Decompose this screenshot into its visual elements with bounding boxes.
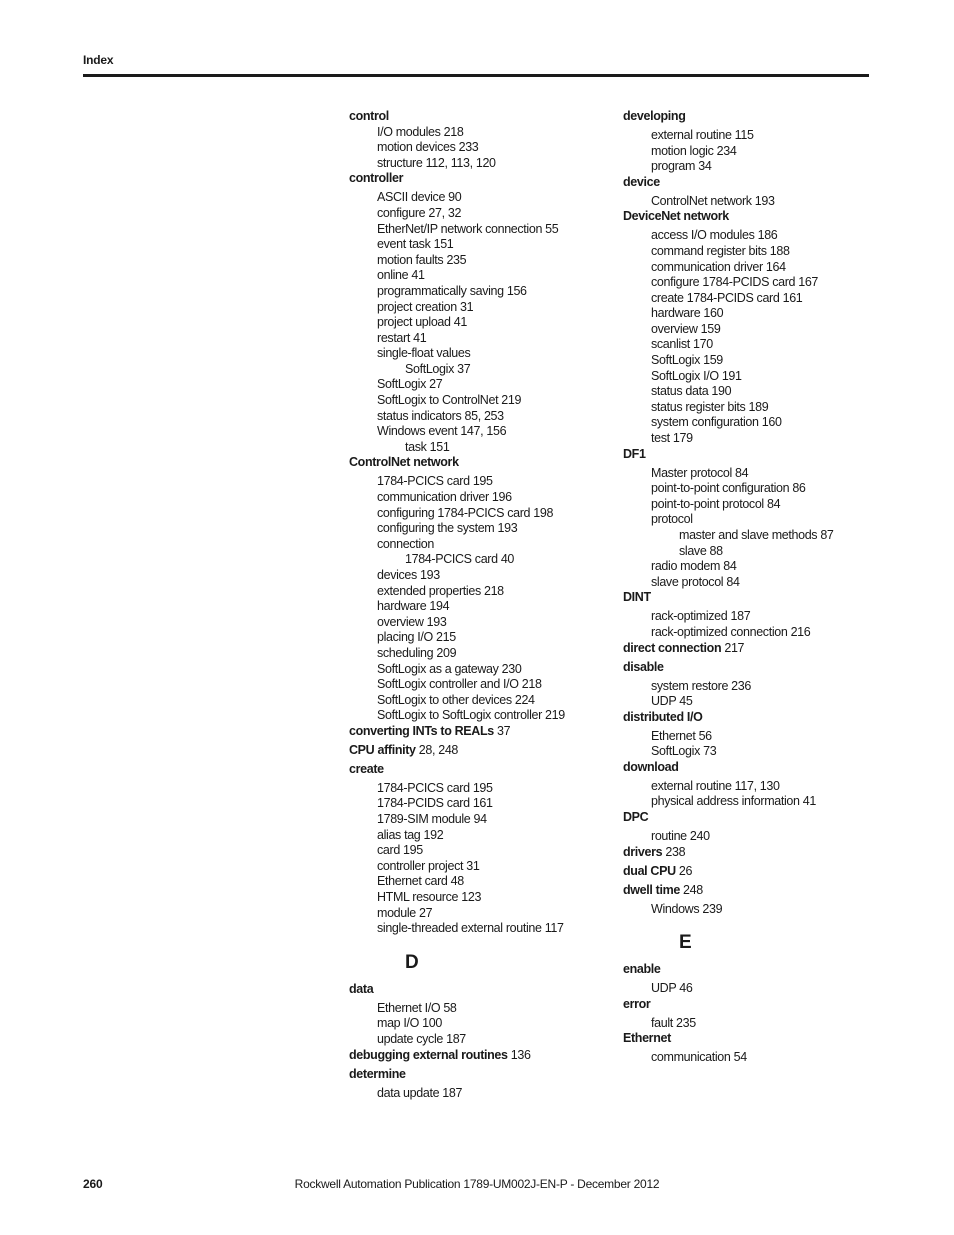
index-subentry: routine 240 <box>651 829 710 844</box>
index-subentry: SoftLogix 159 <box>651 353 723 368</box>
index-subentry: EtherNet/IP network connection 55 <box>377 221 559 236</box>
index-subentry: status register bits 189 <box>651 399 769 414</box>
index-subentry: Ethernet 56 <box>651 728 712 743</box>
index-subentry: event task 151 <box>377 237 454 252</box>
index-subentry: hardware 194 <box>377 599 450 614</box>
index-subentry: Master protocol 84 <box>651 465 749 480</box>
index-subentry: SoftLogix 27 <box>377 377 443 392</box>
index-subentry: program 34 <box>651 159 712 174</box>
index-subentry: communication 54 <box>651 1050 747 1065</box>
index-subentry: HTML resource 123 <box>377 890 482 905</box>
index-subentry: overview 193 <box>377 614 447 629</box>
index-subentry: online 41 <box>377 268 425 283</box>
index-column-right <box>623 109 885 1066</box>
index-subentry: SoftLogix controller and I/O 218 <box>377 677 542 692</box>
index-subentry: project creation 31 <box>377 299 474 314</box>
index-subentry: rack-optimized connection 216 <box>651 624 811 639</box>
index-entry-error: error <box>623 996 651 1011</box>
index-entry-dual-cpu: dual CPU 26 <box>623 863 693 878</box>
index-subentry: communication driver 196 <box>377 490 512 505</box>
index-subentry: SoftLogix 73 <box>651 744 717 759</box>
index-subentry: motion devices 233 <box>377 140 479 155</box>
index-subentry: configuring the system 193 <box>377 521 518 536</box>
index-entry-direct-connection: direct connection 217 <box>623 640 745 655</box>
index-subentry: alias tag 192 <box>377 827 444 842</box>
index-subentry: configure 1784-PCIDS card 167 <box>651 275 819 290</box>
index-subentry: protocol <box>651 512 693 527</box>
index-entry-drivers: drivers 238 <box>623 844 686 859</box>
header-divider <box>83 74 869 77</box>
index-subentry: 1784-PCICS card 195 <box>377 474 493 489</box>
index-subentry: SoftLogix to other devices 224 <box>377 692 535 707</box>
index-subentry: single-threaded external routine 117 <box>377 921 564 936</box>
index-subentry: configure 27, 32 <box>377 205 462 220</box>
index-entry-df1: DF1 <box>623 446 646 461</box>
index-subentry: module 27 <box>377 905 433 920</box>
index-subentry: external routine 117, 130 <box>651 778 780 793</box>
index-letter-heading: D <box>405 951 419 973</box>
index-subsubentry: SoftLogix 37 <box>405 361 471 376</box>
index-subentry: restart 41 <box>377 330 427 345</box>
index-subentry: structure 112, 113, 120 <box>377 155 496 170</box>
index-subentry: status data 190 <box>651 384 732 399</box>
index-subentry: physical address information 41 <box>651 794 816 809</box>
index-subsubentry: slave 88 <box>679 543 723 558</box>
index-subsubentry: 1784-PCICS card 40 <box>405 552 515 567</box>
index-subentry: motion faults 235 <box>377 252 467 267</box>
index-subentry: system configuration 160 <box>651 415 782 430</box>
index-subentry: 1784-PCIDS card 161 <box>377 796 493 811</box>
index-entry-distributed-io: distributed I/O <box>623 709 703 724</box>
index-entry-controller: controller <box>349 171 404 186</box>
index-subentry: rack-optimized 187 <box>651 609 751 624</box>
index-subentry: SoftLogix I/O 191 <box>651 368 742 383</box>
index-entry-device: device <box>623 174 660 189</box>
index-subentry: programmatically saving 156 <box>377 283 527 298</box>
index-subentry: test 179 <box>651 431 693 446</box>
index-subentry: extended properties 218 <box>377 583 504 598</box>
index-column-left <box>349 109 611 1101</box>
index-subsubentry: task 151 <box>405 439 450 454</box>
index-subentry: 1784-PCICS card 195 <box>377 780 493 795</box>
index-subentry: SoftLogix to ControlNet 219 <box>377 393 522 408</box>
index-subentry: card 195 <box>377 843 423 858</box>
index-subentry: devices 193 <box>377 568 440 582</box>
index-subentry: status indicators 85, 253 <box>377 408 504 423</box>
index-subentry: Ethernet I/O 58 <box>377 1000 457 1015</box>
index-subentry: Windows 239 <box>651 901 723 916</box>
index-subentry: command register bits 188 <box>651 243 790 258</box>
index-entry-control: control <box>349 109 389 123</box>
index-entry-enable: enable <box>623 962 661 977</box>
index-subentry: update cycle 187 <box>377 1032 466 1046</box>
index-subentry: SoftLogix as a gateway 230 <box>377 661 522 676</box>
index-subentry: communication driver 164 <box>651 259 786 274</box>
index-subentry: fault 235 <box>651 1015 696 1030</box>
index-subentry: point-to-point protocol 84 <box>651 496 781 511</box>
index-subentry: point-to-point configuration 86 <box>651 481 806 496</box>
index-entry-dwell-time: dwell time 248 <box>623 882 703 897</box>
index-subentry: system restore 236 <box>651 678 751 693</box>
index-subentry: radio modem 84 <box>651 559 737 574</box>
index-subsubentry: master and slave methods 87 <box>679 528 834 542</box>
index-subentry: Ethernet card 48 <box>377 874 464 889</box>
index-subentry: external routine 115 <box>651 127 754 142</box>
footer-page-number: 260 <box>83 1177 103 1191</box>
index-subentry: I/O modules 218 <box>377 124 464 139</box>
index-subentry: single-float values <box>377 346 471 361</box>
index-subentry: motion logic 234 <box>651 143 737 158</box>
index-entry-devicenet-network: DeviceNet network <box>623 209 729 224</box>
index-entry-data: data <box>349 981 374 996</box>
index-subentry: project upload 41 <box>377 315 467 330</box>
index-entry-converting: converting INTs to REALs 37 <box>349 723 511 738</box>
index-subentry: 1789-SIM module 94 <box>377 812 487 827</box>
index-entry-create: create <box>349 761 384 776</box>
index-subentry: access I/O modules 186 <box>651 228 778 243</box>
index-entry-controlnet-network: ControlNet network <box>349 455 459 470</box>
index-subentry: placing I/O 215 <box>377 630 456 645</box>
index-subentry: UDP 46 <box>651 981 693 996</box>
index-subentry: scheduling 209 <box>377 645 457 660</box>
index-subentry: data update 187 <box>377 1085 463 1100</box>
index-subentry: ControlNet network 193 <box>651 193 775 208</box>
index-subentry: configuring 1784-PCICS card 198 <box>377 505 554 520</box>
index-entry-download: download <box>623 759 679 774</box>
index-subentry: create 1784-PCIDS card 161 <box>651 290 803 305</box>
index-subentry: Windows event 147, 156 <box>377 424 507 439</box>
index-subentry: ASCII device 90 <box>377 190 462 205</box>
index-entry-dpc: DPC <box>623 810 649 825</box>
index-entry-ethernet: Ethernet <box>623 1031 671 1046</box>
index-subentry: map I/O 100 <box>377 1016 442 1031</box>
index-subentry: UDP 45 <box>651 694 693 709</box>
index-subentry: slave protocol 84 <box>651 574 740 589</box>
index-entry-debugging: debugging external routines 136 <box>349 1047 531 1062</box>
index-subentry: SoftLogix to SoftLogix controller 219 <box>377 708 565 723</box>
index-entry-determine: determine <box>349 1066 406 1081</box>
index-subentry: connection <box>377 536 434 551</box>
footer-publication: Rockwell Automation Publication 1789-UM002J-EN-P - December 2012 <box>294 1177 660 1191</box>
index-entry-dint: DINT <box>623 590 651 605</box>
index-entry-disable: disable <box>623 659 664 674</box>
index-letter-heading: E <box>679 932 692 954</box>
index-subentry: overview 159 <box>651 321 721 336</box>
header-section-label: Index <box>83 53 114 67</box>
index-subentry: hardware 160 <box>651 306 724 321</box>
index-subentry: scanlist 170 <box>651 337 713 352</box>
index-entry-developing: developing <box>623 109 686 123</box>
index-subentry: controller project 31 <box>377 858 480 873</box>
index-entry-cpu-affinity: CPU affinity 28, 248 <box>349 742 459 757</box>
